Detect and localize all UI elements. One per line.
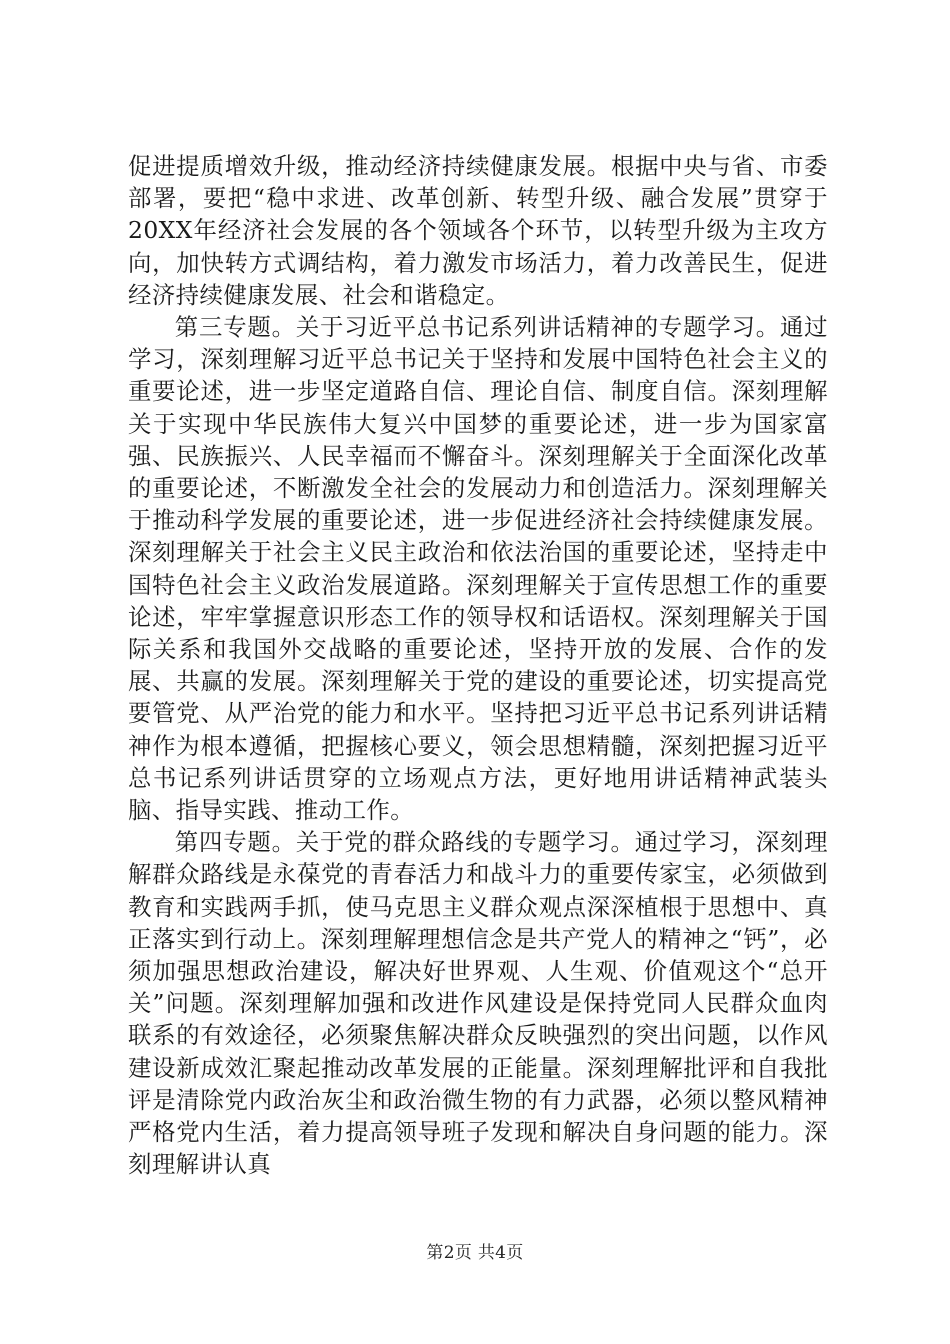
page-footer: 第2页 共4页 [426,1243,524,1263]
paragraph-continuation: 促进提质增效升级，推动经济持续健康发展。根据中央与省、市委部署，要把“稳中求进、改革创新、转型升级、融合发展”贯穿于20XX年经济社会发展的各个领域各个环节，以转型升级为主攻方向，加快转方式调结构，着力激发市场活力，着力改善民生，促进经济持续健康发展、社会和谐稳定。 [128,152,828,309]
document-body [128,150,828,1181]
paragraph-topic-four: 第四专题。关于党的群众路线的专题学习。通过学习，深刻理解群众路线是永葆党的青春活力和战斗力的重要传家宝，必须做到教育和实践两手抓，使马克思主义群众观点深深植根于思想中、真正落实到行动上。深刻理解理想信念是共产党人的精神之“钙”，必须加强思想政治建设，解决好世界观、人生观、价值观这个“总开关”问题。深刻理解加强和改进作风建设是保持党同人民群众血肉联系的有效途径，必须聚焦解决群众反映强烈的突出问题，以作风建设新成效汇聚起推动改革发展的正能量。深刻理解批评和自我批评是清除党内政治灰尘和政治微生物的有力武器，必须以整风精神严格党内生活，着力提高领导班子发现和解决自身问题的能力。深刻理解讲认真 [128,828,828,1179]
paragraph-topic-three: 第三专题。关于习近平总书记系列讲话精神的专题学习。通过学习，深刻理解习近平总书记关于坚持和发展中国特色社会主义的重要论述，进一步坚定道路自信、理论自信、制度自信。深刻理解关于实现中华民族伟大复兴中国梦的重要论述，进一步为国家富强、民族振兴、人民幸福而不懈奋斗。深刻理解关于全面深化改革的重要论述，不断激发全社会的发展动力和创造活力。深刻理解关于推动科学发展的重要论述，进一步促进经济社会持续健康发展。深刻理解关于社会主义民主政治和依法治国的重要论述，坚持走中国特色社会主义政治发展道路。深刻理解关于宣传思想工作的重要论述，牢牢掌握意识形态工作的领导权和话语权。深刻理解关于国际关系和我国外交战略的重要论述，坚持开放的发展、合作的发展、共赢的发展。深刻理解关于党的建设的重要论述，切实提高党要管党、从严治党的能力和水平。坚持把习近平总书记系列讲话精神作为根本遵循，把握核心要义，领会思想精髓，深刻把握习近平总书记系列讲话贯穿的立场观点方法，更好地用讲话精神武装头脑、指导实践、推动工作。 [128,313,828,825]
